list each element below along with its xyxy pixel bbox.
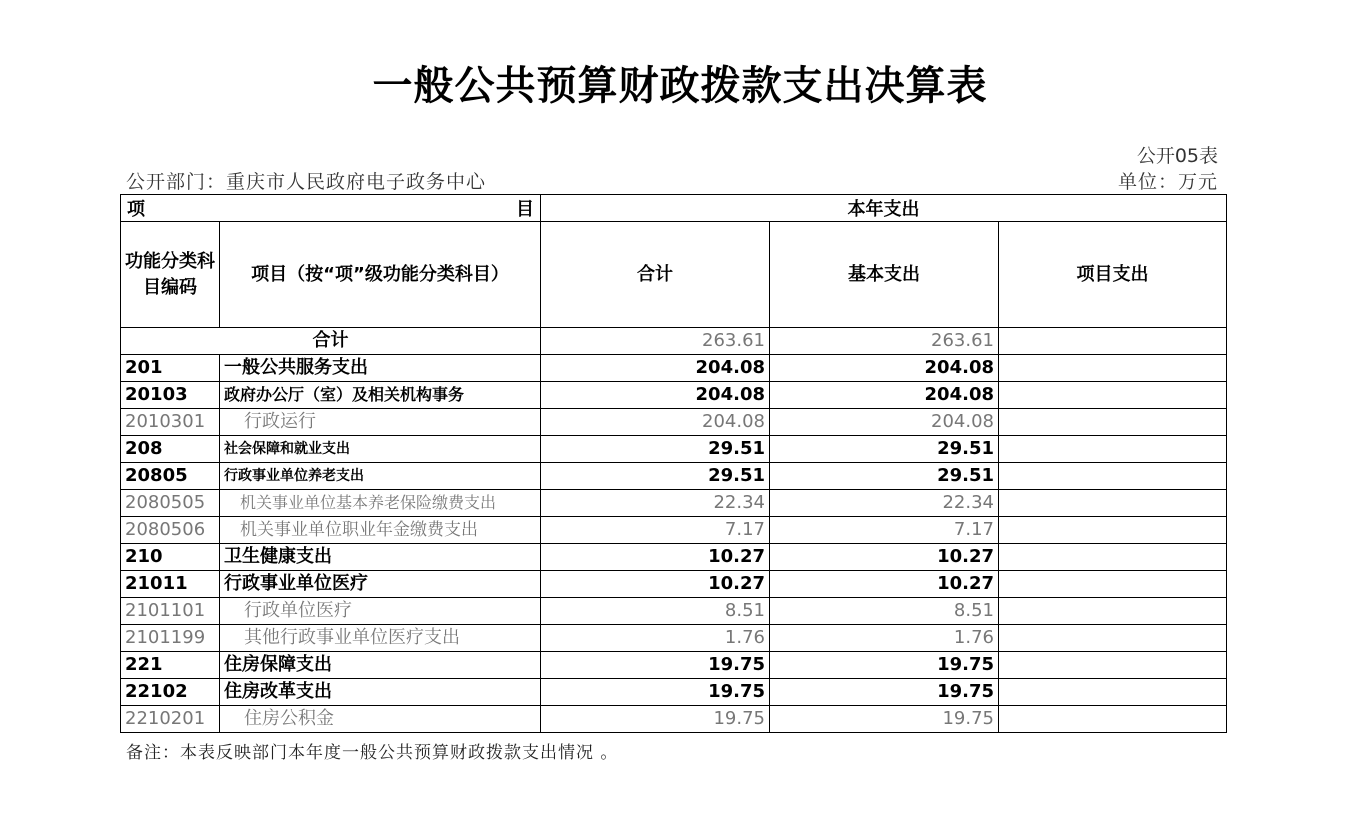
- row-total: 204.08: [541, 382, 770, 409]
- row-name: 住房改革支出: [220, 679, 541, 706]
- header-item-cell: [121, 195, 541, 222]
- header-name-col: 项目（按“项”级功能分类科目）: [220, 222, 541, 328]
- row-basic: 10.27: [770, 571, 999, 598]
- table-row: [121, 382, 1227, 409]
- row-project: [999, 517, 1227, 544]
- row-name: 行政单位医疗: [220, 598, 541, 625]
- row-basic: 10.27: [770, 544, 999, 571]
- table-row: [121, 355, 1227, 382]
- row-name: 行政运行: [220, 409, 541, 436]
- row-basic: 7.17: [770, 517, 999, 544]
- row-name: 行政事业单位养老支出: [220, 463, 541, 490]
- row-code: 2101199: [121, 625, 220, 652]
- row-total: 19.75: [541, 706, 770, 733]
- row-name: 机关事业单位基本养老保险缴费支出: [220, 490, 541, 517]
- row-project: [999, 436, 1227, 463]
- row-basic: 204.08: [770, 409, 999, 436]
- row-basic: 29.51: [770, 436, 999, 463]
- row-code: 21011: [121, 571, 220, 598]
- row-project: [999, 382, 1227, 409]
- row-total: 29.51: [541, 463, 770, 490]
- row-name: 住房公积金: [220, 706, 541, 733]
- row-basic: 8.51: [770, 598, 999, 625]
- row-total: 8.51: [541, 598, 770, 625]
- row-code: 2080505: [121, 490, 220, 517]
- header-current-year: 本年支出: [541, 195, 1227, 222]
- table-row: [121, 544, 1227, 571]
- header-project-col: 项目支出: [999, 222, 1227, 328]
- row-basic: 204.08: [770, 355, 999, 382]
- table-row: [121, 463, 1227, 490]
- row-project: [999, 544, 1227, 571]
- table-row: [121, 490, 1227, 517]
- table-row: [121, 706, 1227, 733]
- header-basic-col: 基本支出: [770, 222, 999, 328]
- row-name: 政府办公厅（室）及相关机构事务: [220, 382, 541, 409]
- row-name: 社会保障和就业支出: [220, 436, 541, 463]
- row-total: 29.51: [541, 436, 770, 463]
- row-total: 204.08: [541, 355, 770, 382]
- row-total: 7.17: [541, 517, 770, 544]
- table-row: [121, 679, 1227, 706]
- row-project: [999, 490, 1227, 517]
- header-mu: 目: [516, 199, 534, 220]
- unit-label: 单位：万元: [1117, 171, 1218, 193]
- department-label: 公开部门：重庆市人民政府电子政务中心: [126, 171, 487, 193]
- row-basic: 22.34: [770, 490, 999, 517]
- row-code: 2010301: [121, 409, 220, 436]
- row-code: 208: [121, 436, 220, 463]
- row-total: 22.34: [541, 490, 770, 517]
- table-row: [121, 517, 1227, 544]
- row-code: 22102: [121, 679, 220, 706]
- header-row-1: [121, 195, 1227, 222]
- row-code: 210: [121, 544, 220, 571]
- row-total: 204.08: [541, 409, 770, 436]
- summary-total: 263.61: [541, 328, 770, 355]
- header-code-col: 功能分类科目编码: [121, 222, 220, 328]
- row-code: 221: [121, 652, 220, 679]
- row-project: [999, 625, 1227, 652]
- summary-project: [999, 328, 1227, 355]
- row-code: 20103: [121, 382, 220, 409]
- row-code: 2080506: [121, 517, 220, 544]
- row-project: [999, 409, 1227, 436]
- row-project: [999, 652, 1227, 679]
- table-row: [121, 598, 1227, 625]
- table-row: [121, 436, 1227, 463]
- row-project: [999, 679, 1227, 706]
- page-title: 一般公共预算财政拨款支出决算表: [372, 62, 988, 109]
- row-name: 机关事业单位职业年金缴费支出: [220, 517, 541, 544]
- row-basic: 19.75: [770, 652, 999, 679]
- row-name: 一般公共服务支出: [220, 355, 541, 382]
- table-row: [121, 652, 1227, 679]
- row-basic: 19.75: [770, 706, 999, 733]
- summary-label: 合计: [121, 328, 541, 355]
- row-code: 20805: [121, 463, 220, 490]
- row-basic: 204.08: [770, 382, 999, 409]
- header-total-col: 合计: [541, 222, 770, 328]
- header-row-2: [121, 222, 1227, 328]
- row-name: 其他行政事业单位医疗支出: [220, 625, 541, 652]
- summary-row: [121, 328, 1227, 355]
- row-code: 2210201: [121, 706, 220, 733]
- summary-basic: 263.61: [770, 328, 999, 355]
- row-basic: 1.76: [770, 625, 999, 652]
- row-code: 2101101: [121, 598, 220, 625]
- table-code: 公开05表: [1136, 145, 1218, 167]
- row-name: 卫生健康支出: [220, 544, 541, 571]
- table-row: [121, 571, 1227, 598]
- row-project: [999, 706, 1227, 733]
- table-row: [121, 409, 1227, 436]
- row-total: 19.75: [541, 652, 770, 679]
- row-name: 行政事业单位医疗: [220, 571, 541, 598]
- row-total: 19.75: [541, 679, 770, 706]
- row-total: 1.76: [541, 625, 770, 652]
- row-project: [999, 571, 1227, 598]
- row-code: 201: [121, 355, 220, 382]
- row-total: 10.27: [541, 571, 770, 598]
- budget-table: [120, 194, 1227, 733]
- header-xiang: 项: [127, 199, 145, 220]
- row-project: [999, 355, 1227, 382]
- row-total: 10.27: [541, 544, 770, 571]
- table-row: [121, 625, 1227, 652]
- row-project: [999, 598, 1227, 625]
- row-basic: 29.51: [770, 463, 999, 490]
- row-name: 住房保障支出: [220, 652, 541, 679]
- footnote: 备注：本表反映部门本年度一般公共预算财政拨款支出情况 。: [126, 743, 619, 763]
- row-project: [999, 463, 1227, 490]
- row-basic: 19.75: [770, 679, 999, 706]
